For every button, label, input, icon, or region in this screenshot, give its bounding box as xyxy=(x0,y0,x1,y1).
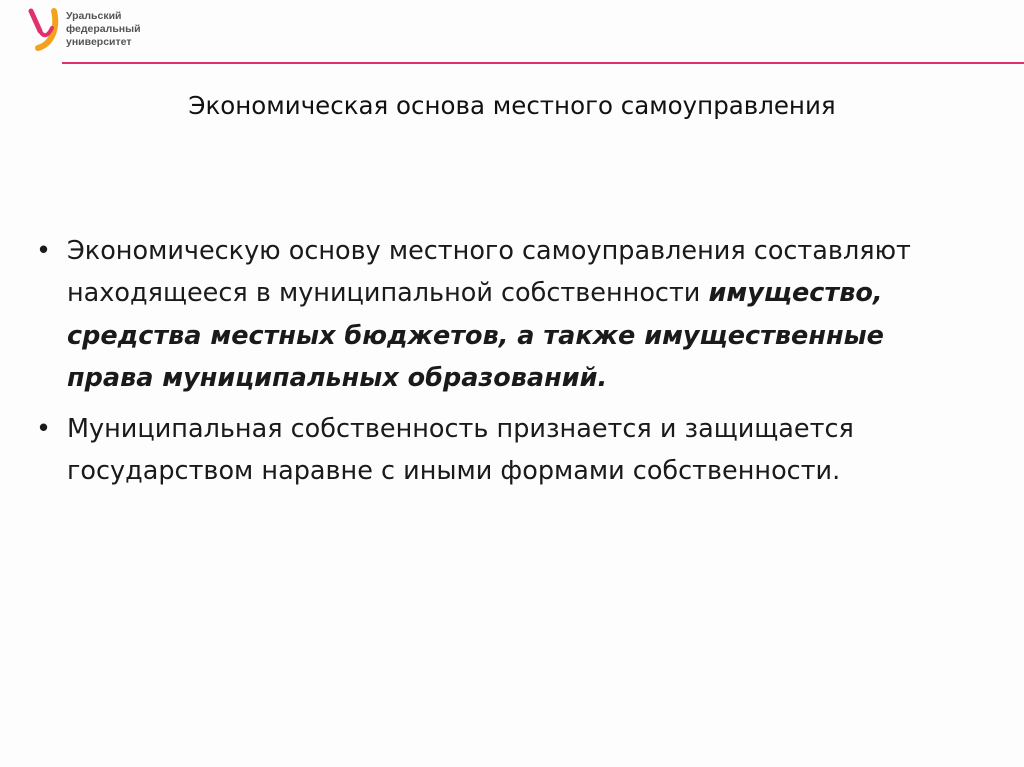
university-logo xyxy=(28,6,188,56)
urfu-logo-icon xyxy=(28,6,62,52)
logo-line-1: Уральский xyxy=(66,10,122,22)
bullet-1-text: Экономическую основу местного самоуправления составляют находящееся в муниципальной собственности xyxy=(67,236,911,309)
bullet-dot-icon: • xyxy=(36,236,52,266)
bullet-1-emphasis: имущество, средства местных бюджетов, а также имущественные права муниципальных образований. xyxy=(67,278,884,393)
slide-title: Экономическая основа местного самоуправления xyxy=(188,91,836,120)
bullet-list xyxy=(36,230,936,502)
logo-wordmark xyxy=(66,10,141,49)
bullet-item-2 xyxy=(36,408,936,493)
bullet-item-1 xyxy=(36,230,936,399)
header-divider xyxy=(62,62,1024,64)
logo-line-2: федеральный xyxy=(66,23,141,35)
logo-line-3: университет xyxy=(66,36,132,48)
bullet-2-text: Муниципальная собственность признается и защищается государством наравне с иными формами собственности. xyxy=(67,414,854,487)
bullet-dot-icon: • xyxy=(36,414,52,445)
